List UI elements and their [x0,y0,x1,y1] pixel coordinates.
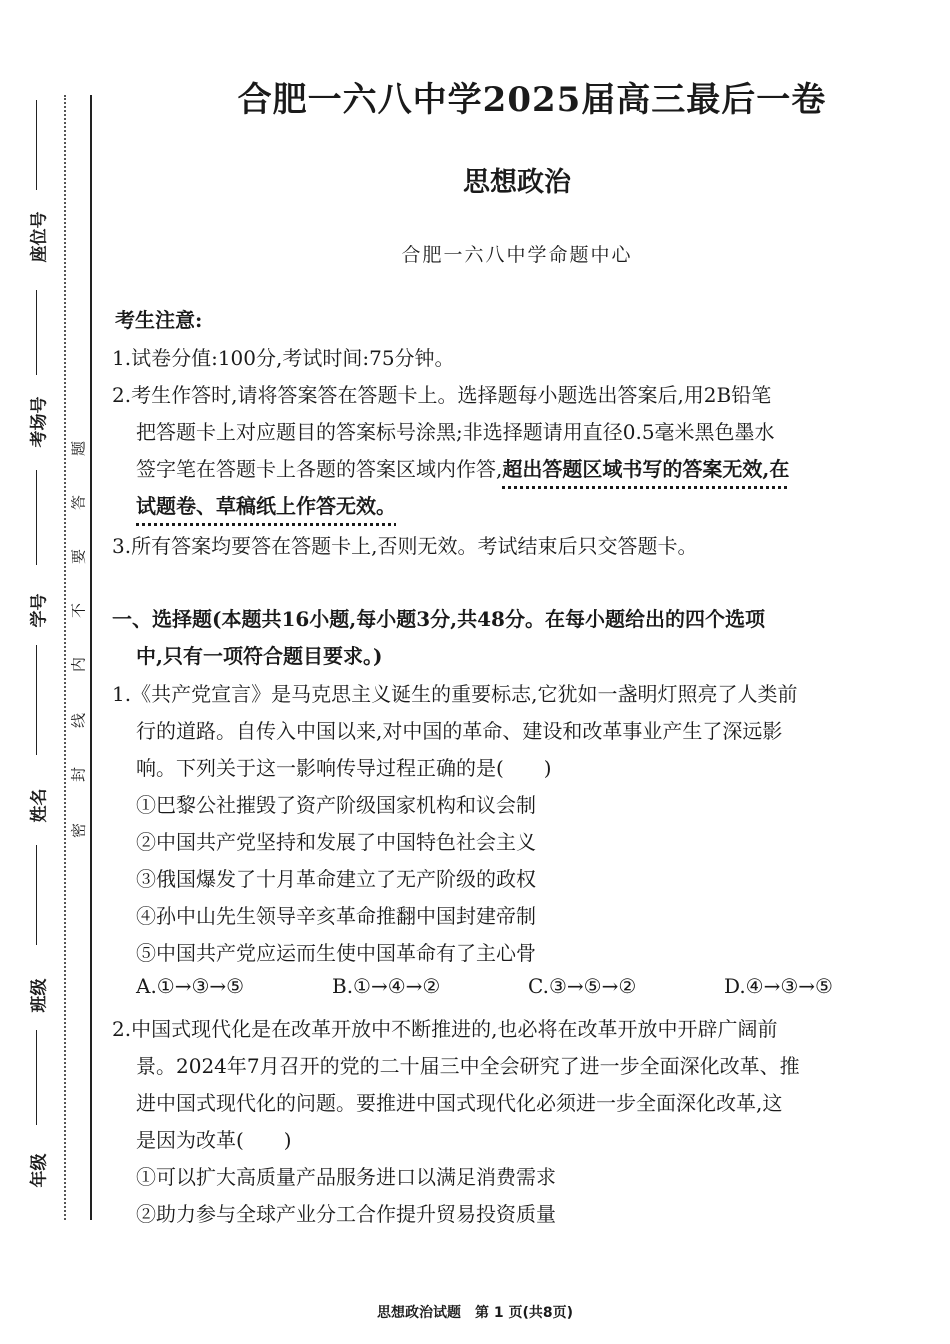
notice-item-2-line-4: 试题卷、草稿纸上作答无效。 [136,494,396,518]
section-1-heading-cont: 中,只有一项符合题目要求。) [136,644,383,668]
seal-warning-char: 密 [69,823,88,839]
exam-room-line [36,290,37,375]
exam-title: 合肥一六八中学2025届高三最后一卷 [237,80,827,120]
question-2-stem: 景。2024年7月召开的党的二十届三中全会研究了进一步全面深化改革、推 [136,1054,800,1078]
option-c: C.③→⑤→② [528,974,637,998]
question-1-item: ⑤中国共产党应运而生使中国革命有了主心骨 [136,941,536,965]
question-1-options [136,974,896,1002]
seal-warning-char: 线 [69,713,88,729]
class-line [36,845,37,945]
notice-item-2-line-1: 2.考生作答时,请将答案答在答题卡上。选择题每小题选出答案后,用2B铅笔 [112,383,772,407]
student-number-line [36,470,37,565]
subject-title: 思想政治 [463,167,571,198]
seal-warning-char: 要 [69,549,88,565]
section-1-heading: 一、选择题(本题共16小题,每小题3分,共48分。在每小题给出的四个选项 [112,607,765,631]
notice-plain-text: 签字笔在答题卡上各题的答案区域内作答, [136,457,503,481]
notice-item-3: 3.所有答案均要答在答题卡上,否则无效。考试结束后只交答题卡。 [112,534,698,558]
notice-heading: 考生注意: [115,308,203,332]
question-2-item: ①可以扩大高质量产品服务进口以满足消费需求 [136,1165,556,1189]
exam-room-label: 考场号 [29,396,50,448]
seal-warning-char: 答 [69,495,88,511]
seal-warning-char: 不 [69,603,88,619]
option-d: D.④→③→⑤ [724,974,833,998]
seal-warning-char: 封 [69,767,88,783]
question-1-stem: 1.《共产党宣言》是马克思主义诞生的重要标志,它犹如一盏明灯照亮了人类前 [112,682,798,706]
question-1-item: ④孙中山先生领导辛亥革命推翻中国封建帝制 [136,904,536,928]
page-footer: 思想政治试题 第 1 页(共8页) [376,1305,574,1321]
solid-seal-line [90,95,92,1220]
question-1-item: ③俄国爆发了十月革命建立了无产阶级的政权 [136,867,536,891]
notice-emphasis-text: 超出答题区域书写的答案无效,在 [502,457,790,481]
grade-label: 年级 [29,1153,50,1188]
name-line [36,645,37,755]
author-line: 合肥一六八中学命题中心 [401,244,633,266]
question-1-item: ②中国共产党坚持和发展了中国特色社会主义 [136,830,536,854]
question-1-item: ①巴黎公社摧毁了资产阶级国家机构和议会制 [136,793,536,817]
seal-warning-char: 题 [69,441,88,457]
question-2-item: ②助力参与全球产业分工合作提升贸易投资质量 [136,1202,556,1226]
seat-number-line [36,100,37,190]
notice-item-2-line-3 [136,453,789,482]
student-number-label: 学号 [29,593,50,628]
notice-item-2-line-2: 把答题卡上对应题目的答案标号涂黑;非选择题请用直径0.5毫米黑色墨水 [136,420,775,444]
option-b: B.①→④→② [332,974,441,998]
question-2-stem: 进中国式现代化的问题。要推进中国式现代化必须进一步全面深化改革,这 [136,1091,783,1115]
question-1-stem: 行的道路。自传入中国以来,对中国的革命、建设和改革事业产生了深远影 [136,719,783,743]
notice-item-1: 1.试卷分值:100分,考试时间:75分钟。 [112,346,455,370]
class-label: 班级 [29,978,50,1013]
binding-margin [0,0,100,1344]
grade-line [36,1030,37,1125]
question-2-stem: 是因为改革( ) [136,1128,292,1152]
name-label: 姓名 [29,788,50,823]
seal-warning-char: 内 [69,657,88,673]
question-2-stem: 2.中国式现代化是在改革开放中不断推进的,也必将在改革开放中开辟广阔前 [112,1017,778,1041]
option-a: A.①→③→⑤ [136,974,245,998]
dotted-seal-line [64,95,66,1220]
seat-number-label: 座位号 [29,211,50,263]
question-1-stem: 响。下列关于这一影响传导过程正确的是( ) [136,756,552,780]
